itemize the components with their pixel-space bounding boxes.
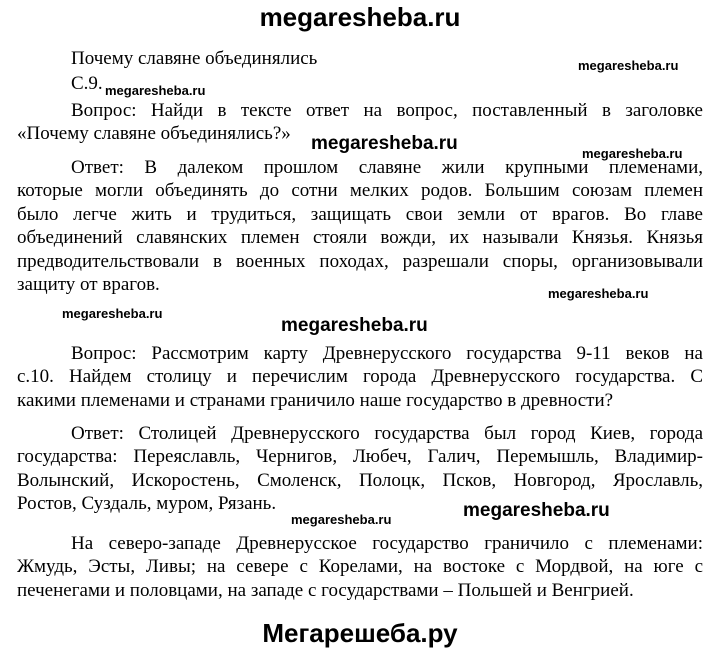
watermark-small: megaresheba.ru	[291, 512, 392, 527]
question-line: какими племенами и странами граничило наше государство в древности?	[17, 389, 614, 411]
watermark-small: megaresheba.ru	[62, 306, 163, 321]
paragraph-line: На северо-западе Древнерусское государство граничило с племенами:	[71, 533, 703, 554]
answer-line: Ответ: В далеком прошлом славяне жили крупными племенами,	[71, 157, 703, 178]
page-reference: С.9.	[71, 73, 103, 94]
watermark-top: megaresheba.ru	[259, 2, 461, 32]
document-title: Почему славяне объединялись	[71, 48, 318, 69]
answer-1	[17, 156, 703, 296]
question-line: Вопрос: Найди в тексте ответ на вопрос, поставленный в заголовке	[71, 100, 703, 121]
watermark-small: megaresheba.ru	[582, 146, 683, 161]
question-line: «Почему славяне объединялись?»	[17, 123, 291, 145]
watermark-small: megaresheba.ru	[548, 286, 649, 301]
watermark-mid: megaresheba.ru	[311, 133, 458, 154]
question-1	[17, 99, 703, 146]
watermark-small: megaresheba.ru	[578, 58, 679, 73]
answer-line: которые могли объединять до сотни мелких родов. Большим союзам племен	[17, 180, 703, 202]
question-line: Вопрос: Рассмотрим карту Древнерусского государства 9-11 веков на	[71, 343, 703, 364]
paragraph-3	[17, 532, 703, 602]
answer-2	[17, 422, 703, 516]
answer-line: было легче жить и трудиться, защищать свои земли от врагов. Во главе	[17, 203, 703, 225]
watermark-bottom: Мегарешеба.ру	[262, 618, 458, 648]
answer-line: защиту от врагов.	[17, 274, 160, 296]
question-2	[17, 342, 703, 412]
answer-line: предводительствовали в военных походах, разрешали споры, организовывали	[17, 250, 703, 272]
paragraph-line: печенегами и половцами, на западе с государствами – Польшей и Венгрией.	[17, 579, 634, 601]
answer-line: Ростов, Суздаль, муром, Рязань.	[17, 493, 277, 515]
watermark-mid: megaresheba.ru	[463, 500, 610, 521]
watermark-mid: megaresheba.ru	[281, 315, 428, 336]
paragraph-line: Жмудь, Эсты, Ливы; на севере с Корелами, на востоке с Мордвой, на юге с	[17, 556, 703, 578]
question-line: с.10. Найдем столицу и перечислим города Древнерусского государства. С	[17, 366, 703, 388]
answer-line: объединений славянских племен стояли вожди, их называли Князья. Князья	[17, 227, 703, 249]
answer-line: Ответ: Столицей Древнерусского государства был город Киев, города	[71, 423, 703, 444]
answer-line: государства: Переяславль, Чернигов, Любеч, Галич, Перемышль, Владимир-	[17, 446, 703, 468]
answer-line: Волынский, Искоростень, Смоленск, Полоцк, Псков, Новгород, Ярославль,	[17, 469, 703, 491]
watermark-small: megaresheba.ru	[105, 83, 206, 98]
